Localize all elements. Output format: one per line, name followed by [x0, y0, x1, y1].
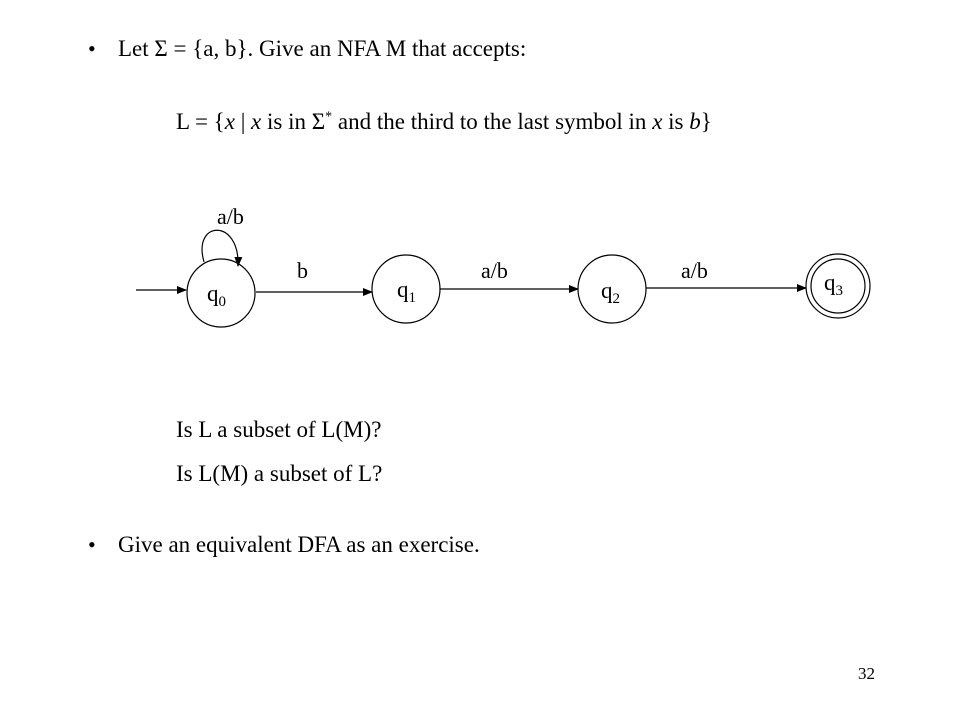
label-q0-q1: b — [297, 258, 308, 283]
question-1: Is L a subset of L(M)? — [176, 417, 382, 442]
lang-b: b — [689, 109, 701, 134]
lang-mid2: is in Σ — [261, 109, 326, 134]
bullet-2: • — [88, 532, 96, 557]
lang-mid1: | — [234, 109, 252, 134]
lang-x3: x — [652, 109, 663, 134]
intro-text: Let Σ = {a, b}. Give an NFA M that accepts: — [118, 36, 527, 61]
state-q0 — [187, 259, 255, 327]
state-q1-label: $q_1$ — [397, 277, 416, 306]
page-number: 32 — [858, 664, 875, 683]
label-q1-q2: a/b — [481, 258, 508, 283]
state-q2-label: $q_2$ — [601, 278, 620, 307]
state-q3-label: $q_3$ — [824, 270, 843, 299]
label-loop-q0: a/b — [217, 204, 244, 229]
lang-mid3: and the third to the last symbol in — [332, 109, 653, 134]
lang-x2: x — [251, 109, 262, 134]
lang-prefix: L = { — [176, 109, 225, 134]
exercise-text: Give an equivalent DFA as an exercise. — [118, 532, 480, 557]
bullet-1: • — [88, 36, 96, 61]
lang-star: * — [325, 109, 333, 125]
question-2: Is L(M) a subset of L? — [176, 461, 383, 486]
state-q0-label: $q_0$ — [207, 281, 226, 310]
lang-suffix: } — [700, 109, 712, 134]
label-q2-q3: a/b — [681, 258, 708, 283]
lang-x1: x — [224, 109, 235, 134]
lang-mid4: is — [662, 109, 690, 134]
